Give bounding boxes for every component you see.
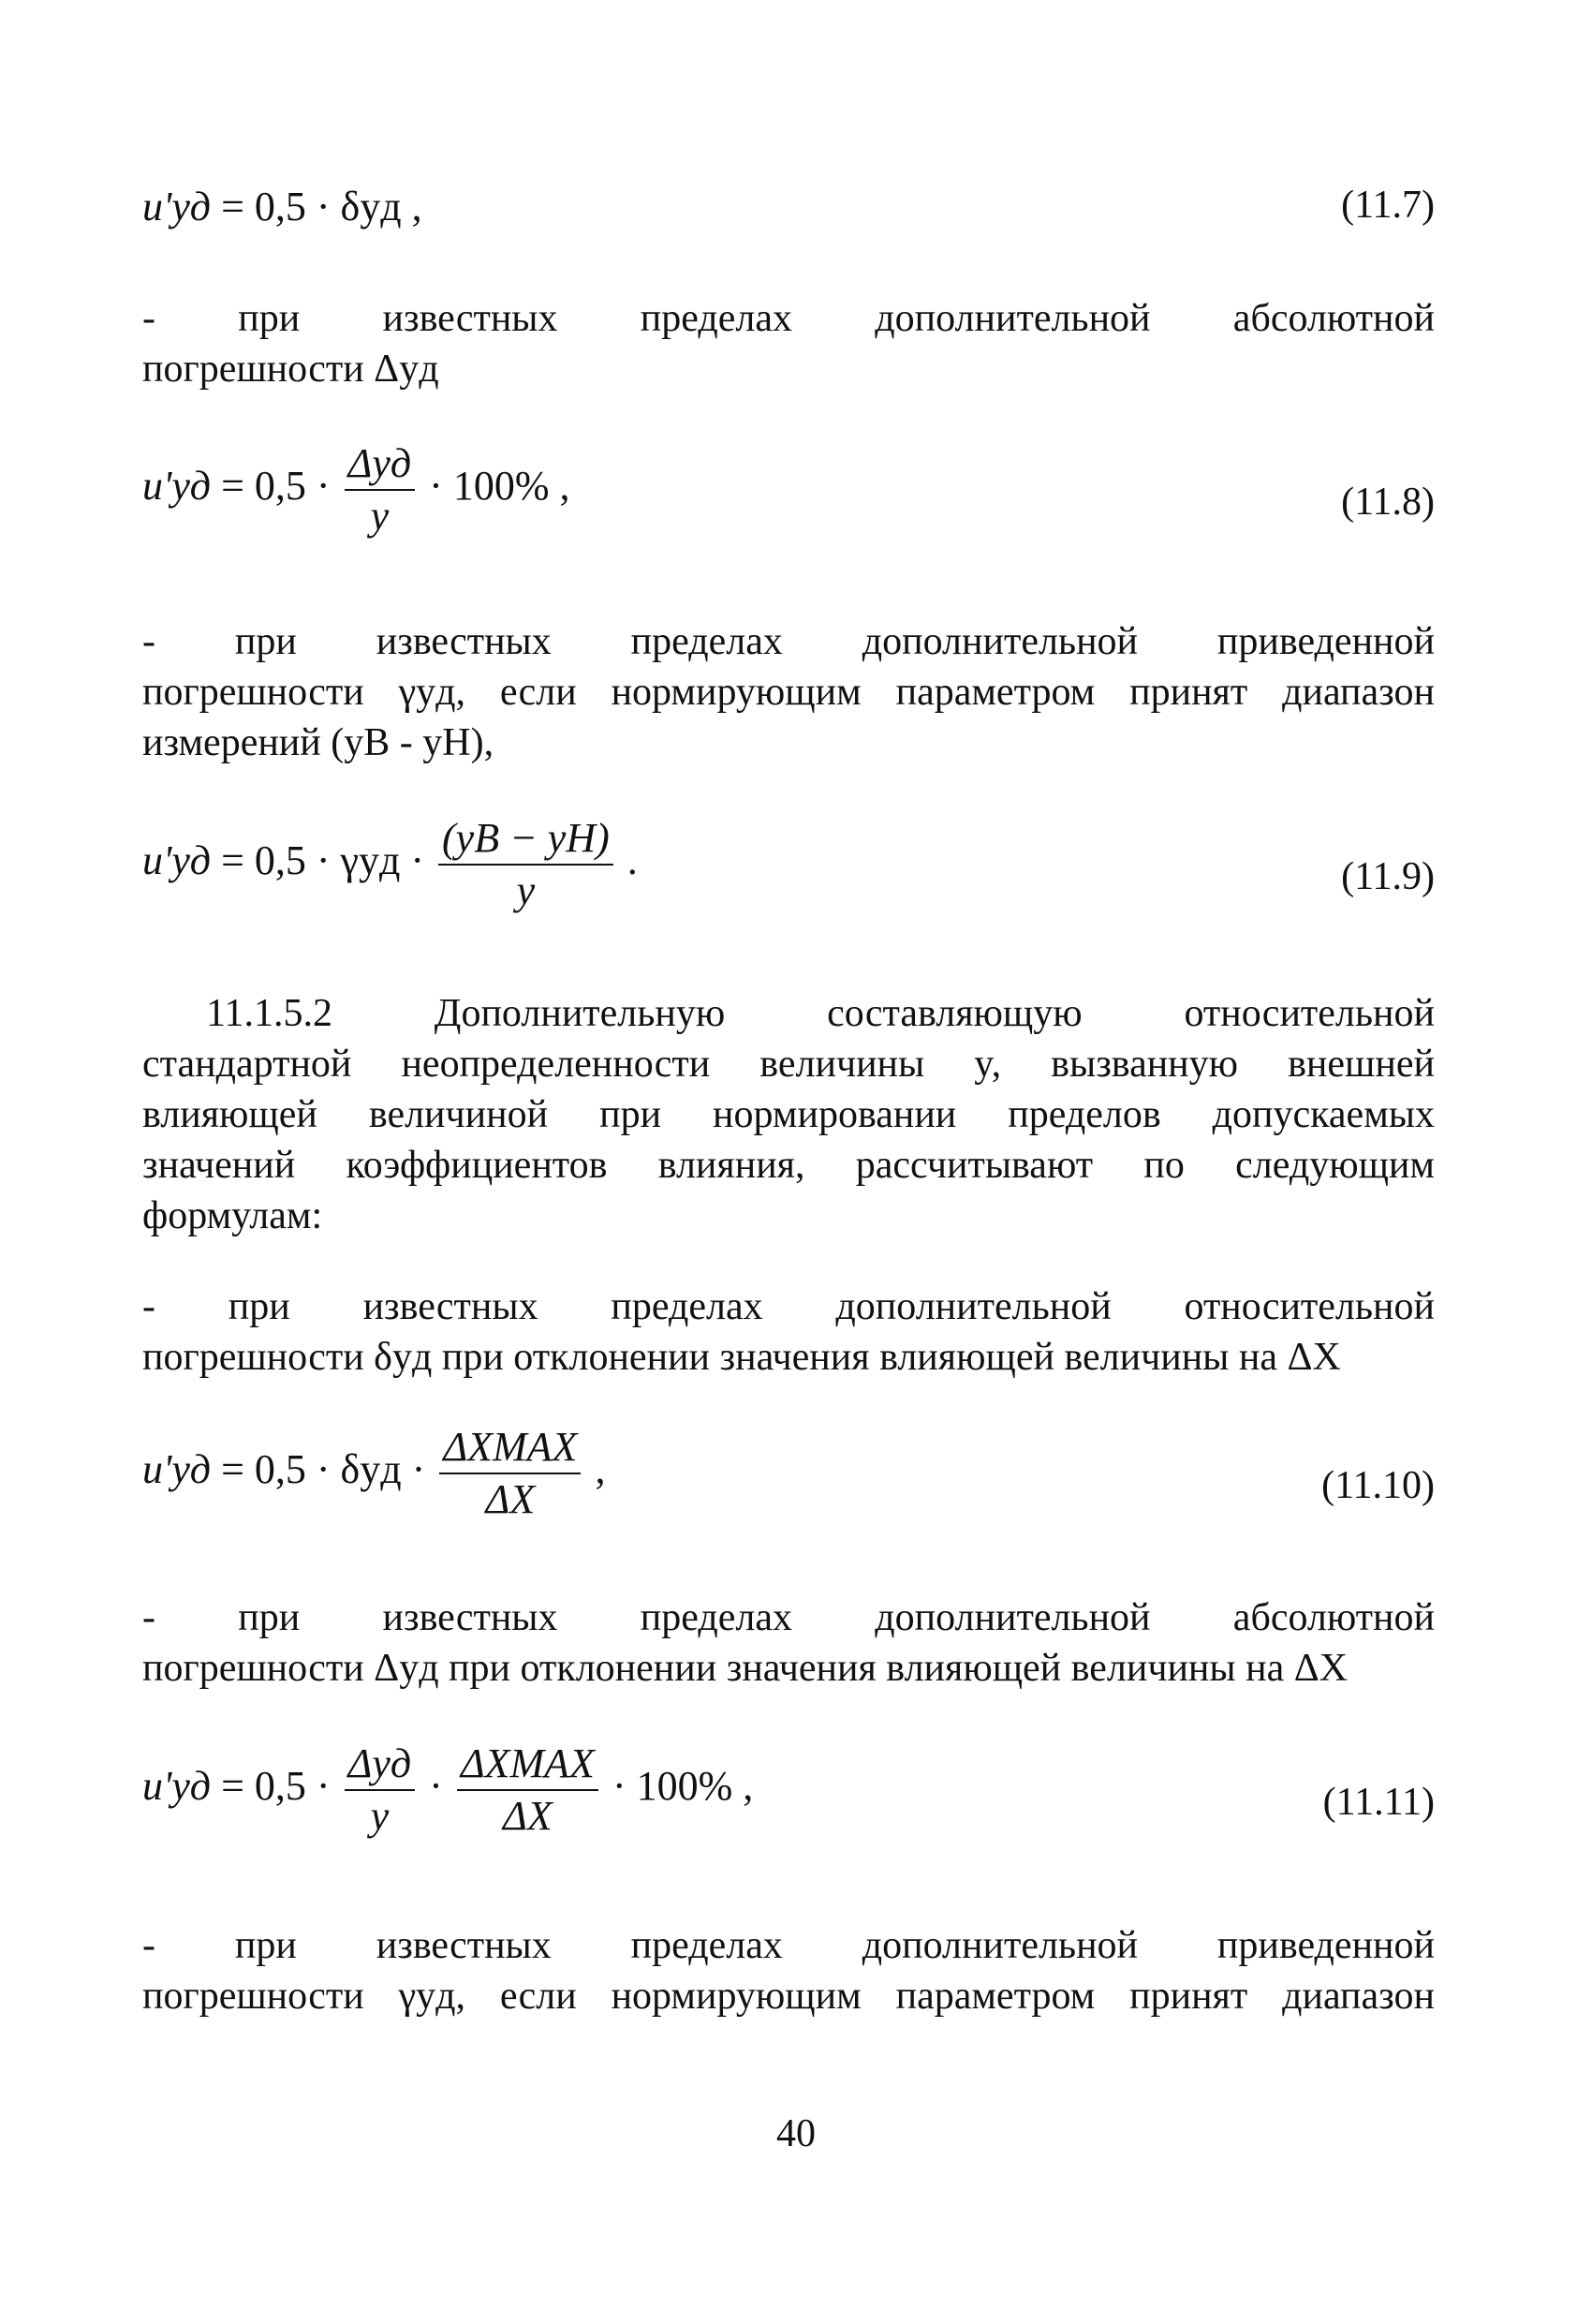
- equation-number: (11.11): [1322, 1781, 1435, 1824]
- fraction: [345, 440, 416, 540]
- fraction-numerator: (yB − yH): [438, 815, 613, 866]
- equation-number: (11.8): [1341, 481, 1435, 524]
- equation-number: (11.7): [1341, 184, 1435, 227]
- equation-11-10: [142, 1424, 1435, 1546]
- text-line: погрешности Δyд: [142, 348, 439, 391]
- equation-11-11: [142, 1740, 1435, 1862]
- fraction-denominator: ΔX: [485, 1476, 536, 1522]
- formula-mid: ·: [429, 1763, 443, 1810]
- formula-tail: ,: [595, 1446, 606, 1493]
- fraction: [345, 1740, 416, 1840]
- equation-11-9: [142, 815, 1435, 937]
- text-line: погрешности Δyд при отклонении значения влияющей величины на ΔX: [142, 1647, 1349, 1690]
- formula-tail: · 100% ,: [612, 1763, 754, 1810]
- formula-rhs: = 0,5 · δyд ,: [221, 184, 422, 229]
- paragraph-6: [142, 1920, 1435, 2021]
- equation-11-8: [142, 440, 1435, 562]
- text-line: 11.1.5.2 Дополнительную составляющую относительной: [206, 992, 1435, 1035]
- fraction-numerator: ΔXMAX: [439, 1424, 581, 1474]
- formula-lhs: u'уд: [142, 184, 212, 229]
- text-line: - при известных пределах дополнительной приведенной: [142, 1924, 1435, 1967]
- formula: [142, 1424, 605, 1523]
- formula: [142, 1740, 753, 1840]
- text-line: погрешности γyд, если нормирующим параметром принят диапазон: [142, 1975, 1435, 2018]
- paragraph-2: [142, 616, 1435, 768]
- equation-number: (11.10): [1321, 1464, 1435, 1507]
- paragraph-5: [142, 1592, 1435, 1694]
- text-line: погрешности γyд, если нормирующим параметром принят диапазон: [142, 671, 1435, 714]
- text-line: измерений (yB - yH),: [142, 721, 494, 764]
- formula-lhs: u'уд: [142, 1763, 212, 1810]
- fraction-numerator: Δyд: [345, 1740, 416, 1791]
- equation-11-7: [142, 183, 1435, 239]
- formula-tail: · 100% ,: [429, 463, 570, 510]
- formula-eq: = 0,5 · δyд ·: [221, 1446, 426, 1493]
- paragraph-1: [142, 293, 1435, 394]
- text-line: стандартной неопределенности величины y, вызванную внешней: [142, 1043, 1435, 1086]
- fraction-numerator: Δyд: [345, 440, 416, 491]
- page-number: 40: [776, 2112, 816, 2155]
- fraction: [439, 1424, 581, 1523]
- formula-eq: = 0,5 ·: [221, 463, 331, 510]
- fraction: [438, 815, 613, 914]
- equation-number: (11.9): [1341, 855, 1435, 898]
- formula-lhs: u'уд: [142, 463, 212, 510]
- formula-tail: .: [626, 837, 638, 884]
- fraction-denominator: y: [370, 1793, 390, 1839]
- formula-eq: = 0,5 ·: [221, 1763, 331, 1810]
- text-line: значений коэффициентов влияния, рассчитывают по следующим: [142, 1144, 1435, 1187]
- formula: [142, 815, 638, 914]
- fraction-denominator: y: [370, 493, 390, 539]
- text-line: - при известных пределах дополнительной относительной: [142, 1285, 1435, 1328]
- paragraph-3: [142, 988, 1435, 1241]
- fraction-denominator: ΔX: [503, 1793, 553, 1839]
- text-line: влияющей величиной при нормировании пределов допускаемых: [142, 1093, 1435, 1136]
- text-line: - при известных пределах дополнительной абсолютной: [142, 1596, 1435, 1639]
- fraction-denominator: y: [516, 867, 536, 913]
- fraction-numerator: ΔXMAX: [457, 1740, 598, 1791]
- text-line: - при известных пределах дополнительной приведенной: [142, 620, 1435, 663]
- formula-lhs: u'уд: [142, 1446, 212, 1493]
- formula: [142, 440, 569, 540]
- fraction: [457, 1740, 598, 1840]
- formula: [142, 183, 422, 230]
- text-line: погрешности δyд при отклонении значения влияющей величины на ΔX: [142, 1336, 1341, 1379]
- text-line: формулам:: [142, 1194, 323, 1237]
- formula-eq: = 0,5 · γyд ·: [221, 837, 425, 884]
- paragraph-4: [142, 1281, 1435, 1383]
- formula-lhs: u'уд: [142, 837, 212, 884]
- text-line: - при известных пределах дополнительной абсолютной: [142, 297, 1435, 340]
